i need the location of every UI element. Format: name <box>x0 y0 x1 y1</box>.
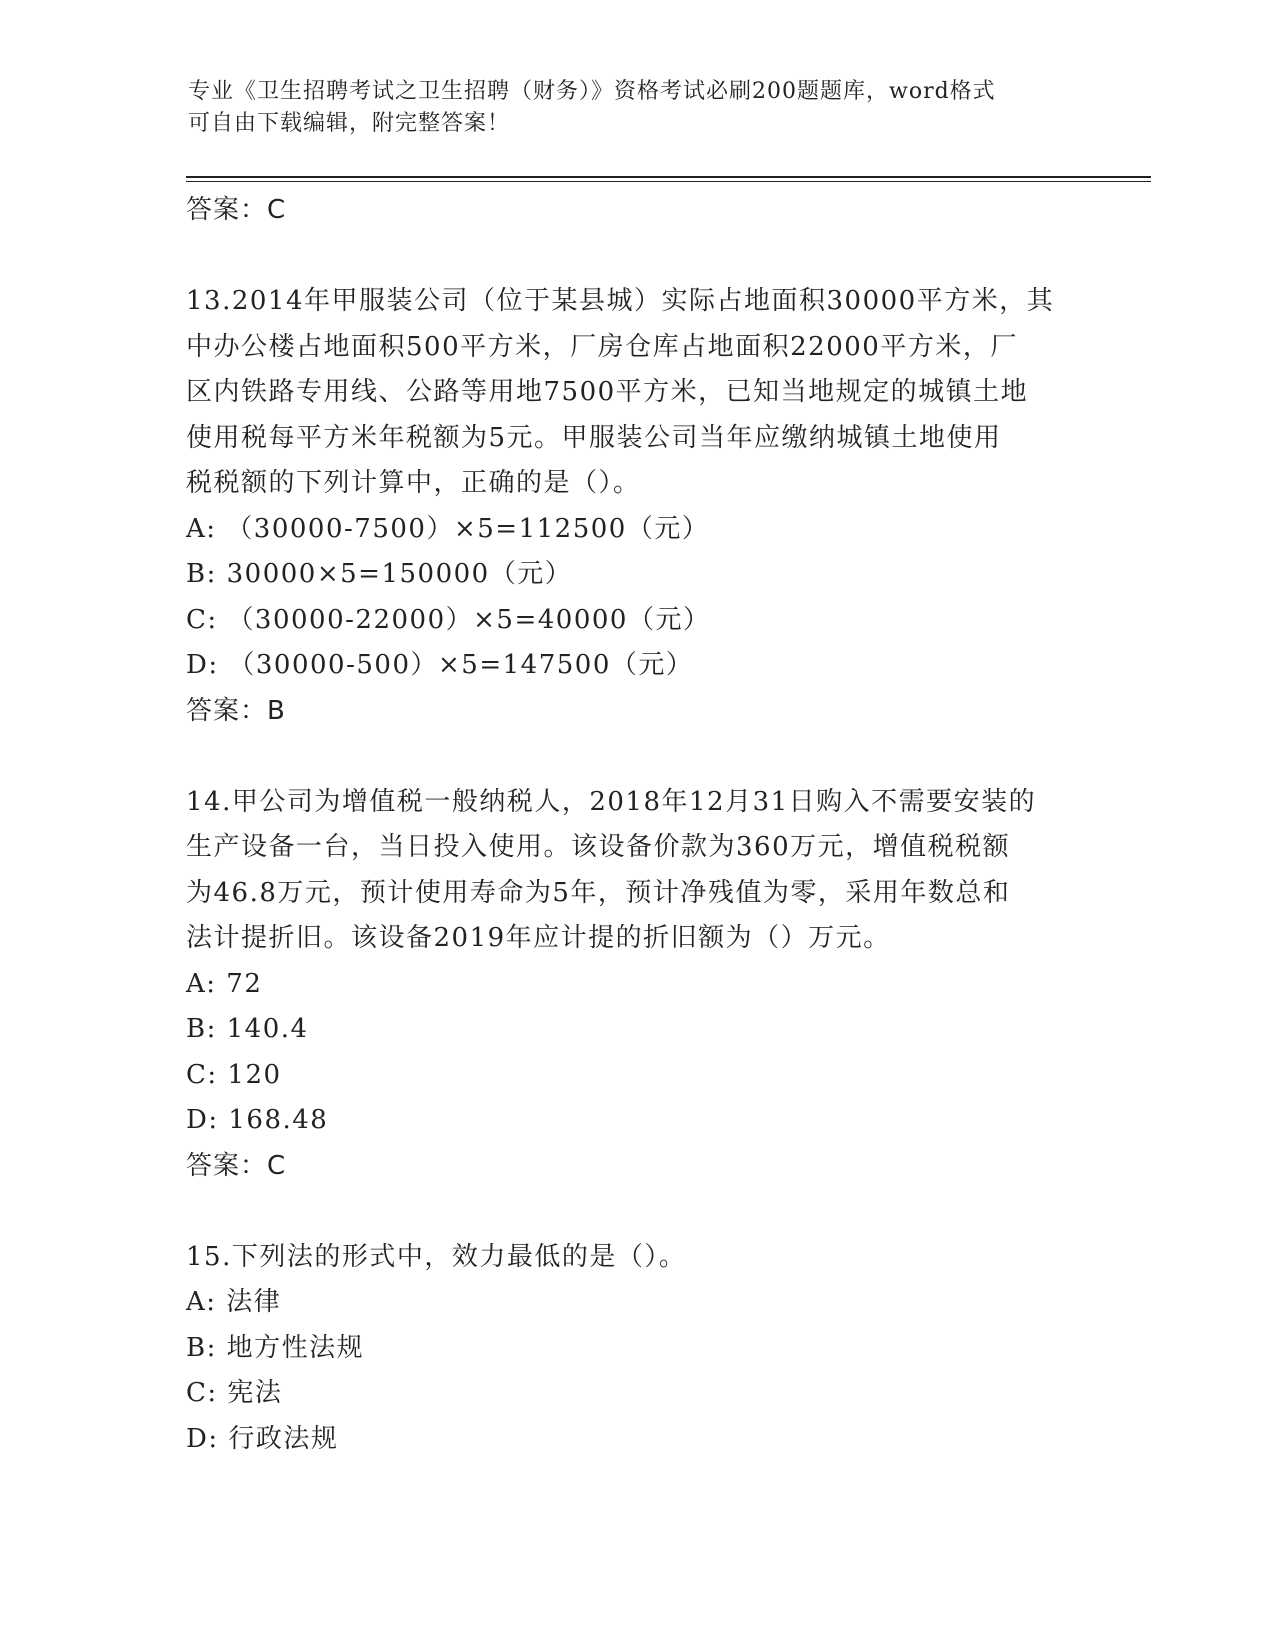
header-divider-thin <box>186 181 1151 182</box>
answer-line: 答案：B <box>186 695 286 726</box>
previous-answer: 答案：C <box>186 195 287 225</box>
option-d: D: （30000-500）×5=147500（元） <box>186 650 694 680</box>
question-stem-line: 法计提折旧。该设备2019年应计提的折旧额为（）万元。 <box>186 923 891 953</box>
option-b: B: 140.4 <box>186 1014 309 1044</box>
option-c: C: （30000-22000）×5=40000（元） <box>186 604 711 635</box>
option-b: B: 30000×5=150000（元） <box>186 559 573 589</box>
question-stem-line: 生产设备一台，当日投入使用。该设备价款为360万元，增值税税额 <box>186 832 1011 862</box>
header-line-1: 专业《卫生招聘考试之卫生招聘（财务）》资格考试必刷200题题库，word格式 <box>188 79 996 104</box>
question-stem-line: 15.下列法的形式中，效力最低的是（）。 <box>186 1241 687 1272</box>
question-stem-line: 为46.8万元，预计使用寿命为5年，预计净残值为零，采用年数总和 <box>186 877 1011 908</box>
header-line-2: 可自由下载编辑，附完整答案！ <box>188 111 511 136</box>
question-13 <box>186 279 1086 734</box>
spacer <box>186 1189 1086 1235</box>
answer-line: 答案：C <box>186 1150 287 1181</box>
spacer <box>186 734 1086 780</box>
question-stem-line: 中办公楼占地面积500平方米，厂房仓库占地面积22000平方米，厂 <box>186 331 1018 362</box>
spacer <box>186 234 1086 280</box>
option-d: D: 行政法规 <box>186 1423 339 1454</box>
question-stem-line: 区内铁路专用线、公路等用地7500平方米，已知当地规定的城镇土地 <box>186 377 1029 407</box>
question-stem-line: 税税额的下列计算中，正确的是（）。 <box>186 468 641 498</box>
option-a: A: 72 <box>186 968 263 999</box>
option-d: D: 168.48 <box>186 1105 329 1135</box>
question-content <box>186 188 1086 1462</box>
document-header <box>188 76 1088 140</box>
option-c: C: 宪法 <box>186 1378 283 1408</box>
question-stem-line: 使用税每平方米年税额为5元。甲服装公司当年应缴纳城镇土地使用 <box>186 422 1002 453</box>
question-stem-line: 13.2014年甲服装公司（位于某县城）实际占地面积30000平方米，其 <box>186 286 1055 316</box>
header-divider-thick <box>186 176 1151 178</box>
question-15 <box>186 1235 1086 1463</box>
option-b: B: 地方性法规 <box>186 1332 365 1363</box>
question-stem-line: 14.甲公司为增值税一般纳税人，2018年12月31日购入不需要安装的 <box>186 786 1037 817</box>
option-a: A: （30000-7500）×5=112500（元） <box>186 513 710 544</box>
option-a: A: 法律 <box>186 1287 282 1317</box>
question-14 <box>186 780 1086 1190</box>
option-c: C: 120 <box>186 1059 282 1090</box>
